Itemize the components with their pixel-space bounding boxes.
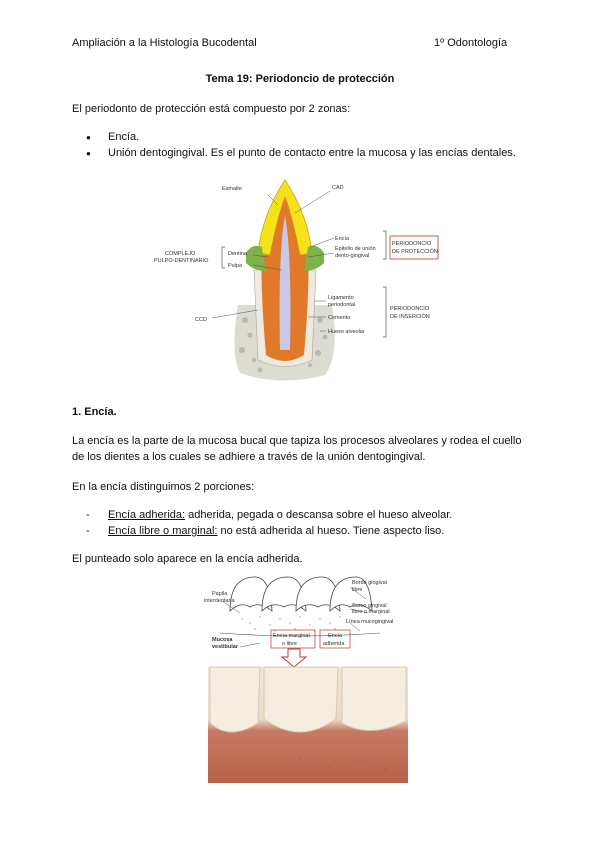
label-insercion-2: DE INSERCIÓN xyxy=(390,314,430,320)
label-surco-1: Surco gingival xyxy=(352,603,387,609)
label-adherida-1: Encía xyxy=(328,633,343,639)
label-marginal-1: Encía marginal xyxy=(273,633,310,639)
label-proteccion-1: PERIODONCIO xyxy=(392,241,432,247)
portions-list xyxy=(108,507,452,539)
intro-text: El periodonto de protección está compuesto por 2 zonas: xyxy=(72,103,351,115)
label-linea: Línea mucogingival xyxy=(346,619,394,625)
desc: no está adherida al hueso. Tiene aspecto liso. xyxy=(217,525,445,537)
label-papila-1: Papila xyxy=(212,591,228,597)
term: Encía libre o marginal: xyxy=(108,525,218,537)
label-pulpa: Pulpa xyxy=(228,263,243,269)
para-line: de los dientes a los cuales se adhiere a través de la unión dentogingival. xyxy=(72,451,426,463)
label-insercion-1: PERIODONCIO xyxy=(390,306,430,312)
teeth-outline xyxy=(230,577,372,611)
down-arrow-icon xyxy=(282,649,306,667)
label-papila-2: interdentaria xyxy=(204,598,235,604)
label-marginal-2: o libre xyxy=(282,641,297,647)
list-item: ● Unión dentogingival. Es el punto de contacto entre la mucosa y las encías dentales. xyxy=(108,145,516,161)
label-complejo-1: COMPLEJO xyxy=(165,251,196,257)
desc: adherida, pegada o descansa sobre el hueso alveolar. xyxy=(185,509,453,521)
section-heading: 1. Encía. xyxy=(72,406,117,418)
label-adherida-2: adherida xyxy=(323,641,345,647)
term: Encía adherida: xyxy=(108,509,186,521)
label-borde-2: libre xyxy=(352,587,363,593)
label-borde-1: Borde gingival xyxy=(352,580,387,586)
label-ligamento-2: periodontal xyxy=(328,302,356,308)
section-para-1 xyxy=(72,433,521,465)
para-line: La encía es la parte de la mucosa bucal que tapiza los procesos alveolares y rodea el cuello xyxy=(72,435,522,447)
label-hueso: Hueso alveolar xyxy=(328,329,365,335)
zones-list xyxy=(108,129,516,161)
header-right: 1º Odontología xyxy=(434,37,508,49)
label-esmalte: Esmalte xyxy=(222,186,242,192)
label-encia: Encía xyxy=(335,236,350,242)
section-para-3: El punteado solo aparece en la encía adherida. xyxy=(72,553,303,565)
stipple-texture xyxy=(241,616,340,631)
protection-box xyxy=(390,236,438,259)
label-complejo-2: PULPO-DENTINARIO xyxy=(154,258,209,264)
header-left: Ampliación a la Histología Bucodental xyxy=(72,37,257,49)
section-para-2: En la encía distinguimos 2 porciones: xyxy=(72,481,255,493)
tooth-diagram xyxy=(150,175,450,390)
label-cemento: Cemento xyxy=(328,315,351,321)
list-item: ● Encía. xyxy=(108,129,516,145)
label-surco-2: libre o marginal xyxy=(352,609,390,615)
gingiva-figure xyxy=(200,573,410,785)
page-title: Tema 19: Periodoncio de protección xyxy=(205,73,395,85)
list-item xyxy=(108,507,452,523)
list-item xyxy=(108,523,452,539)
label-mucosa-1: Mucosa xyxy=(212,637,233,643)
label-epitelio-2: dento-gingival xyxy=(335,253,370,259)
label-cad: CAD xyxy=(332,185,344,191)
label-mucosa-2: vestibular xyxy=(212,644,238,650)
label-ccd: CCD xyxy=(195,317,207,323)
label-ligamento-1: Ligamento xyxy=(328,295,354,301)
label-proteccion-2: DE PROTECCIÓN xyxy=(392,249,438,255)
photo-teeth xyxy=(210,667,406,732)
label-dentina: Dentina xyxy=(228,251,247,257)
label-epitelio-1: Epitelio de unión xyxy=(335,246,376,252)
